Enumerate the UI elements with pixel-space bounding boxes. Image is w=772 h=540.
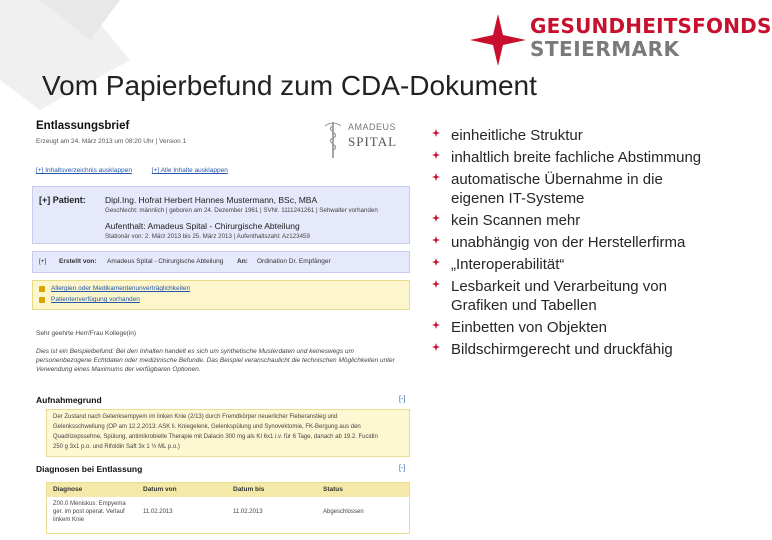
- bullet-star-icon: [432, 280, 440, 288]
- bullet-text: Einbetten von Objekten: [451, 319, 607, 336]
- diagnosis-cell: linkem Knie: [53, 517, 85, 523]
- bullet-star-icon: [432, 321, 440, 329]
- admission-box: [46, 409, 410, 457]
- expand-all-link[interactable]: [+] Alle Inhalte ausklappen: [151, 167, 228, 174]
- column-header: Datum bis: [233, 486, 265, 493]
- intro-line: personenbezogene Echtdaten oder medizinische Befunde. Das Beispiel veranschaulicht die technischen Möglichkeiten unter: [36, 357, 395, 364]
- date-from-cell: 11.02.2013: [143, 509, 173, 515]
- author-row: [32, 251, 410, 273]
- diagnosis-cell: Z00.0 Meniskus: Empyema: [53, 501, 126, 507]
- bullet-star-icon: [432, 173, 440, 181]
- hospital-logo-line2: SPITAL: [348, 134, 398, 149]
- bullet-item: [432, 255, 712, 274]
- bullet-item: [432, 126, 712, 145]
- document-heading: Entlassungsbrief: [36, 120, 130, 132]
- column-header: Datum von: [143, 486, 177, 493]
- status-cell: Abgeschlossen: [323, 509, 364, 515]
- patient-name: Dipl.Ing. Hofrat Herbert Hannes Mustermann, BSc, MBA: [105, 195, 318, 205]
- caduceus-icon: [320, 120, 346, 160]
- living-will-link[interactable]: Patientenverfügung vorhanden: [51, 296, 140, 303]
- intro-line: Verwendung eines Maximums der verfügbaren Optionen.: [36, 366, 201, 373]
- bullet-item: [432, 233, 712, 252]
- bullet-text: Bildschirmgerecht und druckfähig: [451, 341, 673, 358]
- bullet-star-icon: [432, 129, 440, 137]
- salutation: Sehr geehrte Herr/Frau Kollege(in): [36, 330, 137, 337]
- expand-toc-link[interactable]: [+] Inhaltsverzeichnis ausklappen: [36, 167, 132, 174]
- document-links: [36, 167, 246, 174]
- hospital-logo-line1: AMADEUS: [348, 122, 397, 132]
- brand-name-line2: STEIERMARK: [530, 37, 680, 61]
- diagnoses-heading: Diagnosen bei Entlassung: [36, 464, 143, 474]
- diagnoses-toggle[interactable]: [-]: [399, 465, 406, 472]
- diagnosis-cell: ger. im post operat. Verlauf: [53, 509, 125, 515]
- bullet-item: [432, 170, 712, 208]
- bullet-item: [432, 318, 712, 337]
- bullet-text: unabhängig von der Herstellerfirma: [451, 234, 686, 251]
- bullet-item: [432, 211, 712, 230]
- bullet-item: [432, 277, 712, 315]
- document-subline: Erzeugt am 24. März 2013 um 08:20 Uhr | Version 1: [36, 138, 187, 145]
- bullet-star-icon: [432, 343, 440, 351]
- patient-details: Geschlecht: männlich | geboren am 24. Dezember 1961 | SVNr. 1111241261 | Sehwalter vorhanden: [105, 207, 378, 214]
- warnings-box: [32, 280, 410, 310]
- bullet-text: inhaltlich breite fachliche Abstimmung: [451, 149, 702, 166]
- bullet-text: „Interoperabilität“: [451, 256, 565, 273]
- diagnoses-table: [46, 482, 410, 534]
- slide-title: Vom Papierbefund zum CDA-Dokument: [42, 70, 537, 101]
- bullet-star-icon: [432, 151, 440, 159]
- intro-line: Dies ist ein Beispielbefund. Bei den Inhalten handelt es sich um synthetische Musterdaten und keineswegs um: [36, 348, 354, 355]
- admission-text: 250 g 3x1 p.o. und Rifoldin Saft 3x 1 ½ ML p.o.): [53, 444, 180, 450]
- stay-label: Aufenthalt: Amadeus Spital - Chirurgische Abteilung: [105, 221, 300, 231]
- column-header: Diagnose: [53, 486, 83, 493]
- brand-logo: [470, 14, 772, 66]
- recipient-value: Ordination Dr. Empfänger: [257, 258, 331, 265]
- red-star-icon: [470, 14, 526, 66]
- admission-text: Der Zustand nach Gelenksempyem im linken Knie (2/13) durch Fremdkörper neuerlicher Fieberanstieg und: [53, 414, 338, 420]
- author-toggle[interactable]: [+]: [39, 258, 47, 265]
- discharge-letter-preview: [32, 112, 412, 530]
- bullet-item: [432, 148, 712, 167]
- recipient-label: An:: [237, 258, 248, 265]
- bullet-star-icon: [432, 258, 440, 266]
- patient-label[interactable]: [+] Patient:: [39, 195, 86, 205]
- date-to-cell: 11.02.2013: [233, 509, 263, 515]
- admission-toggle[interactable]: [-]: [399, 396, 406, 403]
- patient-box: [32, 186, 410, 244]
- bullet-text: kein Scannen mehr: [451, 212, 581, 229]
- column-header: Status: [323, 486, 343, 493]
- admission-text: Quadrizepssehne, Spülung, antimikrobielle Therapie mit Dalacin 300 mg als KI 6x1 i.v. für 6 Tage, danach ab 19.2. Fucidin: [53, 434, 378, 440]
- bullet-text: Lesbarkeit und Verarbeitung von Grafiken und Tabellen: [451, 278, 667, 314]
- admission-heading: Aufnahmegrund: [36, 395, 102, 405]
- admission-text: Gelenksschwellung (OP am 12.2.2013: ASK li. Kniegelenk, Gelenkspülung und Synovektomie, FK-Bergung aus den: [53, 424, 361, 430]
- bullet-star-icon: [432, 214, 440, 222]
- bullet-text: einheitliche Struktur: [451, 127, 583, 144]
- feature-bullet-list: [432, 126, 712, 362]
- created-by-label: Erstellt von:: [59, 258, 97, 265]
- warning-icon: [39, 297, 45, 303]
- table-header: [47, 483, 409, 497]
- warning-icon: [39, 286, 45, 292]
- allergy-link[interactable]: Allergien oder Medikamentenunverträglichkeiten: [51, 285, 191, 292]
- hospital-logo: [318, 118, 408, 162]
- bullet-star-icon: [432, 236, 440, 244]
- created-by-value: Amadeus Spital - Chirurgische Abteilung: [107, 258, 224, 265]
- bullet-text: automatische Übernahme in die eigenen IT-Systeme: [451, 171, 663, 207]
- stay-details: Stationär von: 2. März 2013 bis 25. März 2013 | Aufenthaltszahl: Az123459: [105, 233, 310, 240]
- brand-name-line1: GESUNDHEITSFONDS: [530, 14, 772, 38]
- bullet-item: [432, 340, 712, 359]
